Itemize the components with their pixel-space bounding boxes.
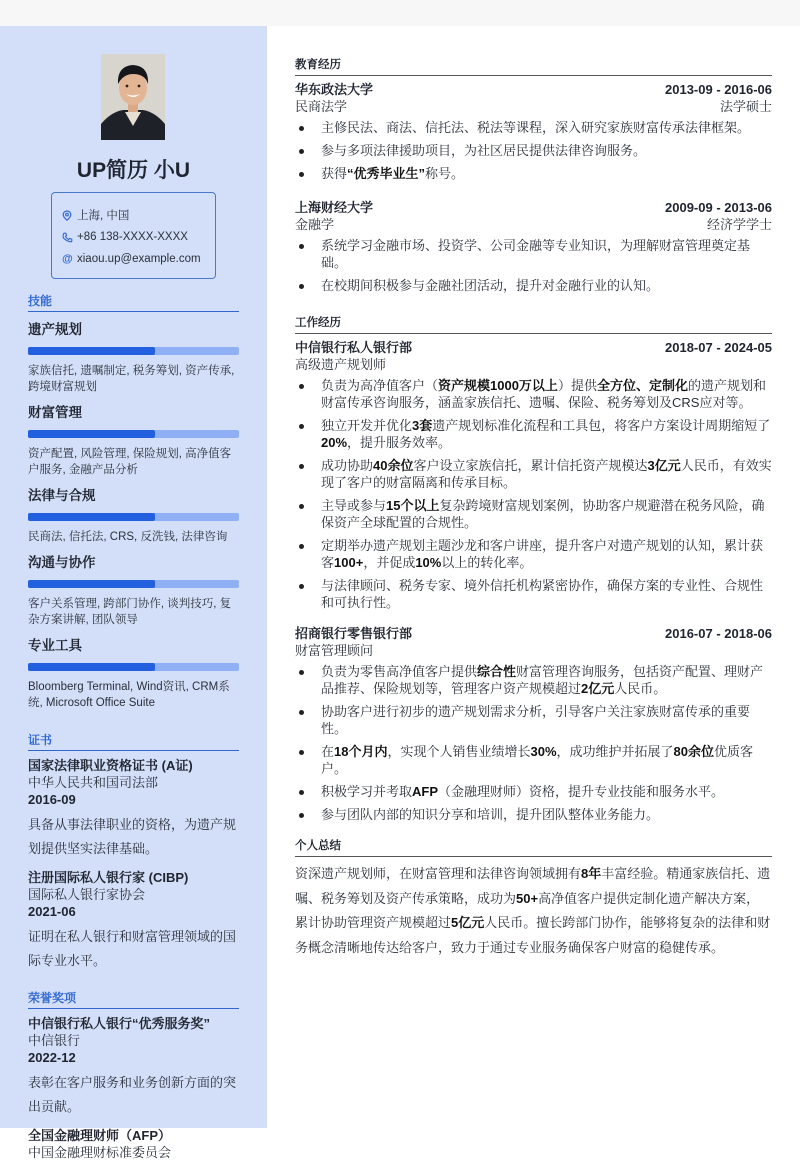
work-bullets — [295, 663, 772, 823]
skill-title: 遗产规划 — [28, 322, 82, 337]
contact-email[interactable] — [62, 248, 215, 270]
work-dates: 2018-07 - 2024-05 — [665, 340, 772, 355]
education-bullets — [295, 237, 772, 294]
skill-level-bar — [28, 347, 239, 355]
bullet-item: 系统学习金融市场、投资学、公司金融等专业知识，为理解财富管理奠定基础。 — [295, 237, 772, 271]
bullet-item: 成功协助40余位客户设立家族信托，累计信托资产规模达3亿元人民币，有效实现了客户的财富隔离和传承目标。 — [295, 457, 772, 491]
work-entry — [295, 339, 772, 611]
skill-level-fill — [28, 580, 155, 588]
certificate-issuer: 国际私人银行家协会 — [28, 887, 146, 902]
page-top-margin — [0, 0, 800, 26]
work-entry-header — [295, 625, 772, 642]
major: 金融学 — [295, 217, 335, 232]
company-name: 中信银行私人银行部 — [295, 340, 413, 355]
education-section — [295, 56, 772, 294]
skill-title: 财富管理 — [28, 405, 82, 420]
avatar — [101, 54, 165, 140]
work-bullets — [295, 377, 772, 611]
location-text: 上海, 中国 — [77, 210, 130, 222]
skill-level-fill — [28, 663, 155, 671]
bullet-item: 积极学习并考取AFP（金融理财师）资格，提升专业技能和服务水平。 — [295, 783, 772, 800]
contact-phone — [62, 226, 215, 248]
skill-level-bar — [28, 513, 239, 521]
award-item — [28, 1015, 239, 1119]
phone-text: +86 138-XXXX-XXXX — [77, 231, 188, 243]
award-title: 全国金融理财师（AFP） — [28, 1128, 172, 1143]
bullet-item: 主导或参与15个以上复杂跨境财富规划案例，协助客户规避潜在税务风险，确保资产全球配置的合规性。 — [295, 497, 772, 531]
email-at-icon: @ — [62, 253, 73, 265]
skill-desc: 资产配置, 风险管理, 保险规划, 高净值客户服务, 金融产品分析 — [28, 448, 232, 476]
bullet-item: 负责为零售高净值客户提供综合性财富管理咨询服务，包括资产配置、理财产品推荐、保险规划等，管理客户资产规模超过2亿元人民币。 — [295, 663, 772, 697]
award-issuer: 中国金融理财标准委员会 — [28, 1145, 172, 1160]
certificate-title: 国家法律职业资格证书 (A证) — [28, 758, 193, 773]
skill-title: 法律与合规 — [28, 488, 96, 503]
job-role: 财富管理顾问 — [295, 643, 374, 658]
bullet-item: 与法律顾问、税务专家、境外信托机构紧密协作，确保方案的专业性、合规性和可执行性。 — [295, 577, 772, 611]
bullet-item: 负责为高净值客户（资产规模1000万以上）提供全方位、定制化的遗产规划和财富传承咨询服务，涵盖家族信托、遗嘱、保险、税务筹划及CRS应对等。 — [295, 377, 772, 411]
company-name: 招商银行零售银行部 — [295, 626, 413, 641]
skill-level-fill — [28, 347, 155, 355]
skill-desc: 客户关系管理, 跨部门协作, 谈判技巧, 复杂方案讲解, 团队领导 — [28, 598, 232, 626]
certificate-issuer: 中华人民共和国司法部 — [28, 775, 159, 790]
education-entry-sub — [295, 98, 772, 115]
education-dates: 2009-09 - 2013-06 — [665, 200, 772, 215]
education-entry — [295, 81, 772, 182]
phone-icon — [62, 232, 77, 243]
skill-item — [28, 551, 239, 628]
bullet-item: 参与团队内部的知识分享和培训，提升团队整体业务能力。 — [295, 806, 772, 823]
main-content — [295, 26, 772, 1130]
certificate-date: 2016-09 — [28, 792, 76, 807]
skill-desc: 民商法, 信托法, CRS, 反洗钱, 法律咨询 — [28, 531, 228, 543]
certificate-date: 2021-06 — [28, 904, 76, 919]
candidate-name: UP简历 小U — [76, 159, 191, 182]
bullet-item: 独立开发并优化3套遗产规划标准化流程和工具包，将客户方案设计周期缩短了20%，提升服务效率。 — [295, 417, 772, 451]
bullet-item: 协助客户进行初步的遗产规划需求分析，引导客户关注家族财富传承的重要性。 — [295, 703, 772, 737]
education-dates: 2013-09 - 2016-06 — [665, 82, 772, 97]
skill-item — [28, 318, 239, 395]
work-heading: 工作经历 — [295, 314, 772, 334]
education-entry-header — [295, 199, 772, 216]
bullet-item: 在校期间积极参与金融社团活动，提升对金融行业的认知。 — [295, 277, 772, 294]
skill-level-fill — [28, 513, 155, 521]
location-pin-icon — [62, 210, 77, 221]
school-name: 华东政法大学 — [295, 82, 374, 97]
education-bullets — [295, 119, 772, 182]
bullet-item: 参与多项法律援助项目，为社区居民提供法律咨询服务。 — [295, 142, 772, 159]
skill-level-bar — [28, 580, 239, 588]
skill-title: 专业工具 — [28, 638, 82, 653]
summary-heading: 个人总结 — [295, 837, 772, 857]
bullet-item: 在18个月内，实现个人销售业绩增长30%，成功维护并拓展了80余位优质客户。 — [295, 743, 772, 777]
award-item — [28, 1127, 239, 1161]
major: 民商法学 — [295, 99, 348, 114]
degree: 法学硕士 — [719, 99, 772, 114]
certificate-item — [28, 757, 239, 861]
skill-desc: 家族信托, 遗嘱制定, 税务筹划, 资产传承, 跨境财富规划 — [28, 365, 235, 393]
sidebar-sections — [28, 292, 239, 1161]
avatar-photo-icon — [101, 54, 165, 140]
awards-heading: 荣誉奖项 — [28, 989, 239, 1009]
award-date: 2022-12 — [28, 1050, 76, 1065]
skills-heading: 技能 — [28, 292, 239, 312]
certificate-item — [28, 869, 239, 973]
award-issuer: 中信银行 — [28, 1033, 81, 1048]
skill-item — [28, 634, 239, 711]
job-role: 高级遗产规划师 — [295, 357, 387, 372]
skill-level-bar — [28, 663, 239, 671]
skill-item — [28, 484, 239, 545]
education-entry-header — [295, 81, 772, 98]
bullet-item: 获得“优秀毕业生”称号。 — [295, 165, 772, 182]
contact-box — [51, 192, 216, 279]
skill-item — [28, 401, 239, 478]
certificate-desc: 证明在私人银行和财富管理领域的国际专业水平。 — [28, 929, 237, 968]
education-entry-sub — [295, 216, 772, 233]
skill-level-bar — [28, 430, 239, 438]
skill-level-fill — [28, 430, 155, 438]
email-text[interactable]: xiaou.up@example.com — [77, 253, 201, 265]
bullet-item: 定期举办遗产规划主题沙龙和客户讲座，提升客户对遗产规划的认知，累计获客100+，并促成10%以上的转化率。 — [295, 537, 772, 571]
certificate-desc: 具备从事法律职业的资格，为遗产规划提供坚实法律基础。 — [28, 817, 237, 856]
award-title: 中信银行私人银行“优秀服务奖” — [28, 1016, 211, 1031]
school-name: 上海财经大学 — [295, 200, 374, 215]
skill-desc: Bloomberg Terminal, Wind资讯, CRM系统, Microsoft Office Suite — [28, 681, 230, 709]
bullet-item: 主修民法、商法、信托法、税法等课程，深入研究家族财富传承法律框架。 — [295, 119, 772, 136]
work-section — [295, 314, 772, 823]
sidebar — [0, 26, 267, 1160]
certificates-heading: 证书 — [28, 731, 239, 751]
work-entry-header — [295, 339, 772, 356]
certificate-title: 注册国际私人银行家 (CIBP) — [28, 870, 189, 885]
award-desc: 表彰在客户服务和业务创新方面的突出贡献。 — [28, 1075, 237, 1114]
education-entry — [295, 199, 772, 294]
work-dates: 2016-07 - 2018-06 — [665, 626, 772, 641]
degree: 经济学学士 — [706, 217, 772, 232]
summary-text: 资深遗产规划师，在财富管理和法律咨询领域拥有8年丰富经验。精通家族信托、遗嘱、税务筹划及资产传承策略，成功为50+高净值客户提供定制化遗产解决方案，累计协助管理资产规模超过5亿元人民币。擅长跨部门协作，能够将复杂的法律和财务概念清晰地传达给客户，致力于通过专业服务确保客户财富的稳健传承。 — [295, 866, 771, 955]
work-entry — [295, 625, 772, 823]
summary-section — [295, 837, 772, 960]
skill-title: 沟通与协作 — [28, 555, 96, 570]
contact-location — [62, 204, 215, 226]
education-heading: 教育经历 — [295, 56, 772, 76]
